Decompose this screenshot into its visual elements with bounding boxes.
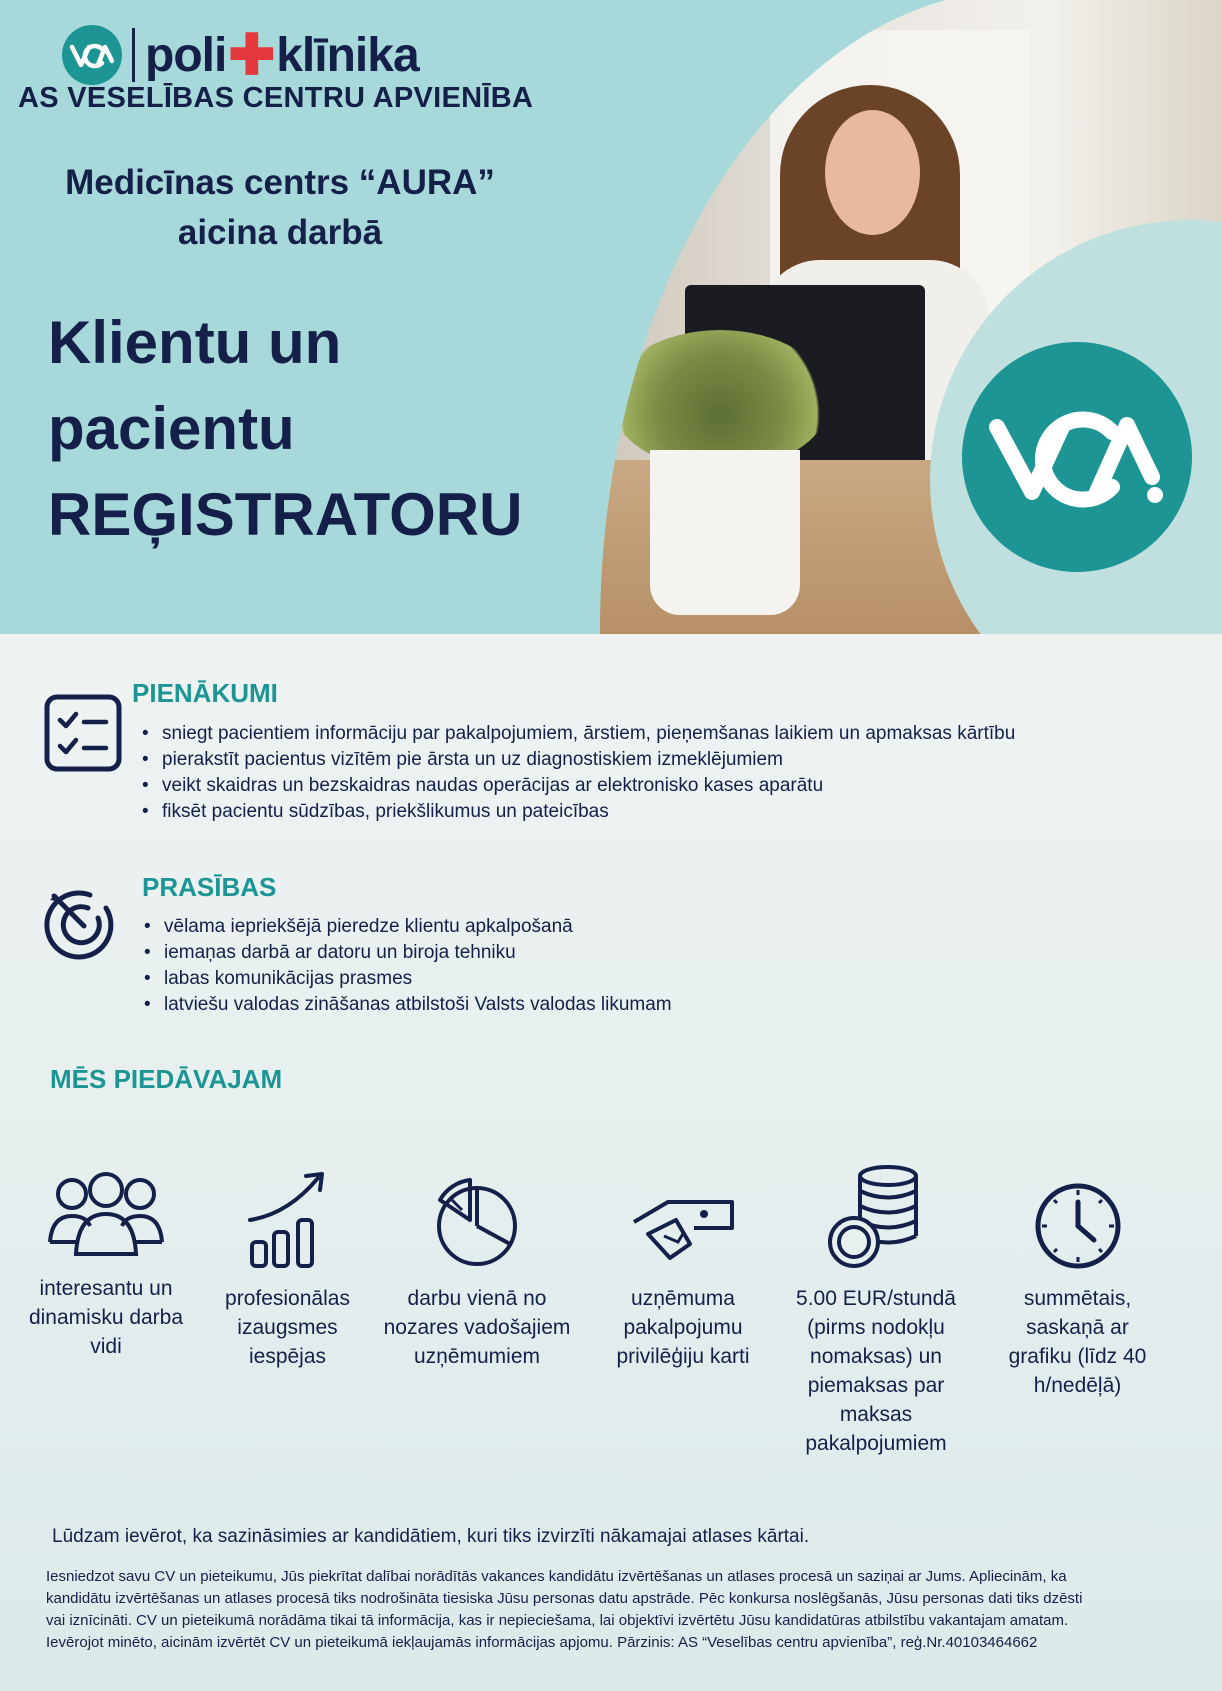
benefit-item	[782, 1164, 970, 1458]
offer-title: MĒS PIEDĀVAJAM	[50, 1064, 283, 1094]
benefit-line: izaugsmes	[237, 1316, 338, 1339]
list-item: • pierakstīt pacientus vizītēm pie ārsta un uz diagnostiskiem izmeklējumiem	[138, 747, 1015, 773]
duties-title: PIENĀKUMI	[132, 678, 278, 708]
benefit-line: maksas	[839, 1403, 913, 1426]
pie-chart-icon	[432, 1170, 522, 1270]
requirements-list	[140, 914, 672, 1018]
clock-icon	[1034, 1182, 1122, 1270]
target-icon	[44, 886, 122, 969]
list-item: • sniegt pacientiem informāciju par pakalpojumiem, ārstiem, pieņemšanas laikiem un apmaksas kārtību	[138, 721, 1015, 747]
center-line-2: aicina darbā	[177, 213, 383, 252]
benefit-item	[15, 1170, 197, 1361]
logo-brand-right: klīnika	[276, 28, 419, 82]
list-item: • vēlama iepriekšējā pieredze klientu apkalpošanā	[140, 914, 672, 940]
benefit-line: saskaņā ar	[1026, 1316, 1129, 1339]
job-title	[48, 300, 522, 558]
benefit-item	[990, 1182, 1165, 1400]
vca-logo-icon	[62, 25, 122, 85]
job-title-line-1: Klientu un	[48, 309, 342, 376]
organization-name: AS VESELĪBAS CENTRU APVIENĪBA	[18, 82, 534, 114]
list-item: • fiksēt pacientu sūdzības, priekšlikumus un pateicības	[138, 799, 1015, 825]
benefit-line: uzņēmuma	[631, 1287, 735, 1310]
benefit-line: profesionālas	[225, 1287, 350, 1310]
benefit-line: uzņēmumiem	[413, 1345, 541, 1368]
job-title-line-3: REĢISTRATORU	[48, 481, 523, 548]
benefit-item	[598, 1170, 768, 1371]
benefit-line: nozares vadošajiem	[383, 1316, 571, 1339]
red-cross-icon: ✚	[228, 23, 275, 86]
benefits-row	[0, 1170, 1222, 1460]
checklist-icon	[44, 694, 122, 777]
coins-icon	[826, 1164, 926, 1270]
privacy-line: kandidātu izvērtēšanas un atlases procesā tiks nodrošināta tiesiska Jūsu personas datu apstrāde. Pēc konkursa noslēgšanās, Jūsu personas dati tiks dzēsti	[46, 1590, 1083, 1607]
medical-center-heading	[0, 158, 560, 258]
benefit-line: dinamisku darba	[28, 1306, 184, 1329]
benefit-item	[372, 1170, 582, 1371]
team-icon	[46, 1170, 166, 1260]
hand-card-icon	[628, 1170, 738, 1270]
benefit-line: pakalpojumu	[623, 1316, 743, 1339]
poliklinika-logo	[62, 22, 419, 88]
list-item: • iemaņas darbā ar datoru un biroja tehniku	[140, 940, 672, 966]
benefit-line: pakalpojumiem	[805, 1432, 947, 1455]
logo-brand-left: poli	[145, 28, 227, 82]
growth-chart-icon	[248, 1170, 328, 1270]
privacy-line: Iesniedzot savu CV un pieteikumu, Jūs piekrītat dalībai norādītās vakances kandidātu izvērtēšanas un atlases procesā un saziņai ar Jums. Apliecinām, ka	[46, 1568, 1067, 1585]
benefit-item	[200, 1170, 375, 1371]
center-line-1: Medicīnas centrs “AURA”	[65, 163, 495, 202]
vca-logo-badge	[962, 342, 1192, 572]
privacy-line: vai iznīcināti. CV un pieteikumā norādāma tikai tā informācija, kas ir nepieciešama, lai objektīvi izvērtētu Jūsu kandidatūras atbilstību vakantajam amatam.	[46, 1612, 1069, 1629]
duties-list	[138, 721, 1015, 825]
benefit-line: privilēģiju karti	[616, 1345, 750, 1368]
list-item: • labas komunikācijas prasmes	[140, 966, 672, 992]
job-title-line-2: pacientu	[48, 395, 295, 462]
benefit-line: nomaksas) un	[810, 1345, 942, 1368]
benefit-line: h/nedēļā)	[1033, 1374, 1122, 1397]
benefit-line: iespējas	[248, 1345, 327, 1368]
benefit-line: summētais,	[1023, 1287, 1132, 1310]
benefit-line: piemaksas par	[807, 1374, 945, 1397]
benefit-line: 5.00 EUR/stundā	[796, 1287, 956, 1310]
privacy-line: Ievērojot minēto, aicinām izvērtēt CV un pieteikumā iekļaujamās informācijas apjomu. Pārzinis: AS “Veselības centru apvienība”, reģ.Nr.40103464662	[46, 1634, 1038, 1651]
selection-note: Lūdzam ievērot, ka sazināsimies ar kandidātiem, kuri tiks izvirzīti nākamajai atlases kārtai.	[52, 1526, 810, 1547]
benefit-line: darbu vienā no	[407, 1287, 547, 1310]
benefit-line: grafiku (līdz 40	[1008, 1345, 1147, 1368]
privacy-notice	[46, 1566, 1222, 1654]
list-item: • veikt skaidras un bezskaidras naudas operācijas ar elektronisko kases aparātu	[138, 773, 1015, 799]
benefit-line: vidi	[90, 1335, 122, 1358]
benefit-line: interesantu un	[39, 1277, 173, 1300]
requirements-title: PRASĪBAS	[142, 872, 277, 902]
list-item: • latviešu valodas zināšanas atbilstoši Valsts valodas likumam	[140, 992, 672, 1018]
benefit-line: (pirms nodokļu	[807, 1316, 945, 1339]
hero-banner	[0, 0, 1222, 634]
